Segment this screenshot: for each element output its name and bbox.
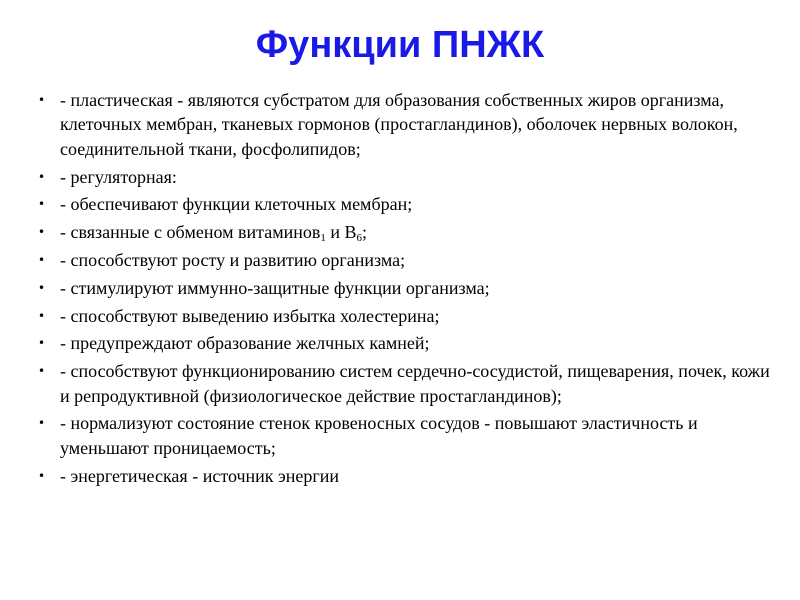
list-item: [38, 88, 778, 161]
list-item: [38, 464, 778, 488]
vitamin-text-b: и В: [325, 222, 357, 243]
list-item-text: - способствуют функционированию систем сердечно-сосудистой, пищеварения, почек, кожи и репродуктивной (физиологическое действие простагландинов);: [60, 361, 770, 406]
list-item-text: - предупреждают образование желчных камней;: [60, 333, 430, 354]
bullet-icon: •: [38, 197, 46, 212]
list-item-text: - способствуют росту и развитию организма;: [60, 250, 406, 270]
bullet-icon: •: [38, 253, 46, 267]
list-item-text: - стимулируют иммунно-защитные функции организма;: [60, 277, 490, 298]
bullet-icon: •: [38, 468, 46, 483]
list-item: [38, 359, 778, 408]
list-item: [38, 411, 778, 460]
bullet-list: [38, 88, 778, 491]
list-item-text: - регуляторная:: [60, 166, 177, 187]
list-item-text: - обеспечивают функции клеточных мембран;: [60, 194, 413, 215]
bullet-icon: •: [38, 416, 46, 431]
vitamin-subscript-1: 1: [320, 232, 326, 245]
bullet-icon: •: [38, 225, 46, 240]
bullet-icon: •: [38, 308, 46, 323]
list-item: [38, 165, 778, 189]
list-item: [38, 248, 778, 272]
list-item-text: - нормализуют состояние стенок кровеносных сосудов - повышают эластичность и уменьшают проницаемость;: [60, 413, 698, 458]
list-item-text: - энергетическая - источник энергии: [60, 465, 340, 486]
list-item-text: - пластическая - являются субстратом для образования собственных жиров организма, клеточных мембран, тканевых гормонов (простагландинов), оболочек нервных волокон, соединительной ткани, фосфолипидов;: [60, 90, 738, 159]
list-item: [38, 331, 778, 355]
bullet-icon: •: [38, 280, 46, 295]
list-item-text: - способствуют выведению избытка холестерина;: [60, 305, 440, 326]
bullet-icon: •: [38, 93, 46, 107]
list-item: [38, 304, 778, 328]
vitamin-subscript-6: 6: [356, 232, 363, 245]
list-item: [38, 276, 778, 300]
bullet-icon: •: [38, 169, 46, 184]
list-item-text: [60, 222, 368, 245]
list-item: [38, 192, 778, 216]
vitamin-text-c: ;: [362, 222, 368, 243]
slide-title: Функции ПНЖК: [255, 24, 545, 66]
bullet-icon: •: [38, 364, 46, 379]
vitamin-text-a: - связанные с обменом витаминов: [60, 222, 321, 243]
list-item: [38, 220, 778, 244]
bullet-icon: •: [38, 336, 46, 351]
